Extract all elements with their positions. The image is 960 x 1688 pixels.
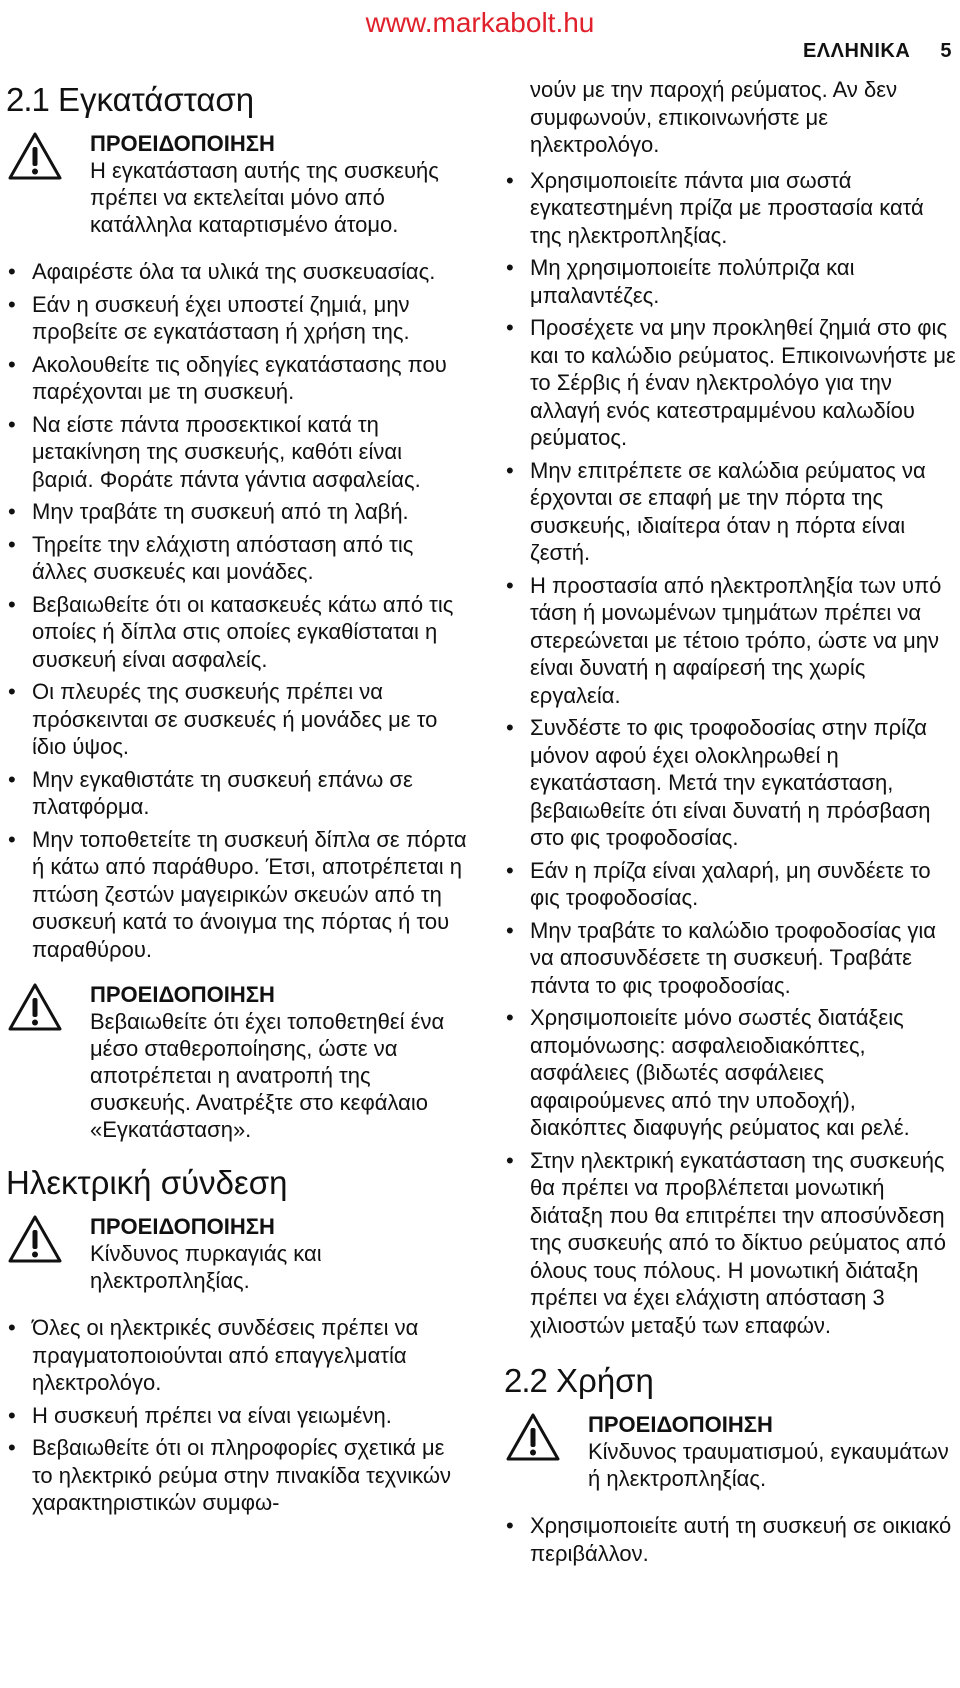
- installation-list: [6, 258, 468, 963]
- warning-triangle-icon: [6, 981, 64, 1033]
- left-column: [6, 76, 468, 1522]
- language-label: ΕΛΛΗΝΙΚΑ: [802, 40, 911, 62]
- list-item: • Μην επιτρέπετε σε καλώδια ρεύματος να έρχονται σε επαφή με την πόρτα της συσκευής, ιδιαίτερα όταν η πόρτα είναι ζεστή.: [504, 457, 956, 567]
- section-number: 2.2: [504, 1362, 547, 1399]
- list-item: • Στην ηλεκτρική εγκατάσταση της συσκευής θα πρέπει να προβλέπεται μονωτική διάταξη που θα επιτρέπει την αποσύνδεση της συσκευής από το δίκτυο ρεύματος από όλους τους πόλους. Η μονωτική διάταξη πρέπει να έχει ελάχιστη απόσταση 3 χιλιοστών μεταξύ των επαφών.: [504, 1147, 956, 1340]
- warning-box: [6, 1213, 468, 1294]
- list-item: • Βεβαιωθείτε ότι οι κατασκευές κάτω από τις οποίες ή δίπλα στις οποίες εγκαθίσταται η συσκευή είναι ασφαλείς.: [6, 591, 468, 674]
- warning-text: Η εγκατάσταση αυτής της συσκευής πρέπει να εκτελείται μόνο από κατάλληλα καταρτισμένο άτομο.: [90, 158, 439, 237]
- list-item: • Όλες οι ηλεκτρικές συνδέσεις πρέπει να πραγματοποιούνται από επαγγελματία ηλεκτρολόγο.: [6, 1314, 468, 1397]
- list-item: • Αφαιρέστε όλα τα υλικά της συσκευασίας.: [6, 258, 468, 286]
- warning-title: ΠΡΟΕΙΔΟΠΟΙΗΣΗ: [90, 982, 275, 1007]
- list-item: • Να είστε πάντα προσεκτικοί κατά τη μετακίνηση της συσκευής, καθότι είναι βαριά. Φοράτε πάντα γάντια ασφαλείας.: [6, 411, 468, 494]
- list-item: • Χρησιμοποιείτε πάντα μια σωστά εγκατεστημένη πρίζα με προστασία κατά της ηλεκτροπληξίας.: [504, 167, 956, 250]
- warning-title: ΠΡΟΕΙΔΟΠΟΙΗΣΗ: [588, 1412, 773, 1437]
- list-item: • Η συσκευή πρέπει να είναι γειωμένη.: [6, 1402, 468, 1430]
- warning-triangle-icon: [6, 130, 64, 182]
- list-item: • Μην τραβάτε τη συσκευή από τη λαβή.: [6, 498, 468, 526]
- list-item: • Η προστασία από ηλεκτροπληξία των υπό τάση ή μονωμένων τμημάτων πρέπει να στερεώνεται με τέτοιο τρόπο, ώστε να μην είναι δυνατή η αφαίρεσή της χωρίς εργαλεία.: [504, 572, 956, 710]
- list-item: • Εάν η συσκευή έχει υποστεί ζημιά, μην προβείτε σε εγκατάσταση ή χρήση της.: [6, 291, 468, 346]
- page-number: 5: [940, 40, 952, 62]
- warning-text: Κίνδυνος τραυματισμού, εγκαυμάτων ή ηλεκτροπληξίας.: [588, 1439, 949, 1491]
- continued-text: νούν με την παροχή ρεύματος. Αν δεν συμφωνούν, επικοινωνήστε με ηλεκτρολόγο.: [530, 77, 898, 157]
- section-title-use: [504, 1361, 956, 1401]
- section-title-installation: [6, 80, 468, 120]
- section-title-text: Εγκατάσταση: [58, 81, 255, 118]
- warning-box: [6, 130, 468, 238]
- list-item: • Ακολουθείτε τις οδηγίες εγκατάστασης που παρέχονται με τη συσκευή.: [6, 351, 468, 406]
- site-url[interactable]: www.markabolt.hu: [365, 7, 595, 38]
- list-item: • Χρησιμοποιείτε αυτή τη συσκευή σε οικιακό περιβάλλον.: [504, 1512, 956, 1567]
- use-list: [504, 1512, 956, 1567]
- list-item: • Βεβαιωθείτε ότι οι πληροφορίες σχετικά με το ηλεκτρικό ρεύμα στην πινακίδα τεχνικών χαρακτηριστικών συμφω-: [6, 1434, 468, 1517]
- warning-text: Βεβαιωθείτε ότι έχει τοποθετηθεί ένα μέσο σταθεροποίησης, ώστε να αποτρέπεται η ανατροπή της συσκευής. Ανατρέξτε στο κεφάλαιο «Εγκατάσταση».: [90, 1009, 445, 1142]
- list-item: • Συνδέστε το φις τροφοδοσίας στην πρίζα μόνον αφού έχει ολοκληρωθεί η εγκατάσταση. Μετά την εγκατάσταση, βεβαιωθείτε ότι είναι δυνατή η πρόσβαση στο φις τροφοδοσίας.: [504, 714, 956, 852]
- warning-triangle-icon: [504, 1411, 562, 1463]
- section-number: 2.1: [6, 81, 49, 118]
- electrical-list-continued: [504, 167, 956, 1340]
- list-item: • Χρησιμοποιείτε μόνο σωστές διατάξεις απομόνωσης: ασφαλειοδιακόπτες, ασφάλειες (βιδωτές ασφάλειες αφαιρούμενες από την υποδοχή), διακόπτες διαφυγής ρεύματος και ρελέ.: [504, 1004, 956, 1142]
- list-item: • Εάν η πρίζα είναι χαλαρή, μη συνδέετε το φις τροφοδοσίας.: [504, 857, 956, 912]
- warning-title: ΠΡΟΕΙΔΟΠΟΙΗΣΗ: [90, 1214, 275, 1239]
- warning-triangle-icon: [6, 1213, 64, 1265]
- list-item: • Μην τοποθετείτε τη συσκευή δίπλα σε πόρτα ή κάτω από παράθυρο. Έτσι, αποτρέπεται η πτώση ζεστών μαγειρικών σκευών από τη συσκευή κατά το άνοιγμα της πόρτας ή του παραθύρου.: [6, 826, 468, 964]
- list-item: • Μην εγκαθιστάτε τη συσκευή επάνω σε πλατφόρμα.: [6, 766, 468, 821]
- warning-text: Κίνδυνος πυρκαγιάς και ηλεκτροπληξίας.: [90, 1241, 322, 1293]
- warning-box: [6, 981, 468, 1143]
- list-item: • Οι πλευρές της συσκευής πρέπει να πρόσκεινται σε συσκευές ή μονάδες με το ίδιο ύψος.: [6, 678, 468, 761]
- list-item: • Τηρείτε την ελάχιστη απόσταση από τις άλλες συσκευές και μονάδες.: [6, 531, 468, 586]
- page-header: [803, 40, 952, 63]
- right-column: [504, 76, 956, 1572]
- warning-box: [504, 1411, 956, 1492]
- subsection-title-electrical: Ηλεκτρική σύνδεση: [6, 1164, 288, 1201]
- list-item: • Μη χρησιμοποιείτε πολύπριζα και μπαλαντέζες.: [504, 254, 956, 309]
- section-title-text: Χρήση: [556, 1362, 654, 1399]
- list-item: • Προσέχετε να μην προκληθεί ζημιά στο φις και το καλώδιο ρεύματος. Επικοινωνήστε με το Σέρβις ή έναν ηλεκτρολόγο για την αλλαγή ενός κατεστραμμένου καλωδίου ρεύματος.: [504, 314, 956, 452]
- electrical-list: [6, 1314, 468, 1517]
- list-item: • Μην τραβάτε το καλώδιο τροφοδοσίας για να αποσυνδέσετε τη συσκευή. Τραβάτε πάντα το φις τροφοδοσίας.: [504, 917, 956, 1000]
- warning-title: ΠΡΟΕΙΔΟΠΟΙΗΣΗ: [90, 131, 275, 156]
